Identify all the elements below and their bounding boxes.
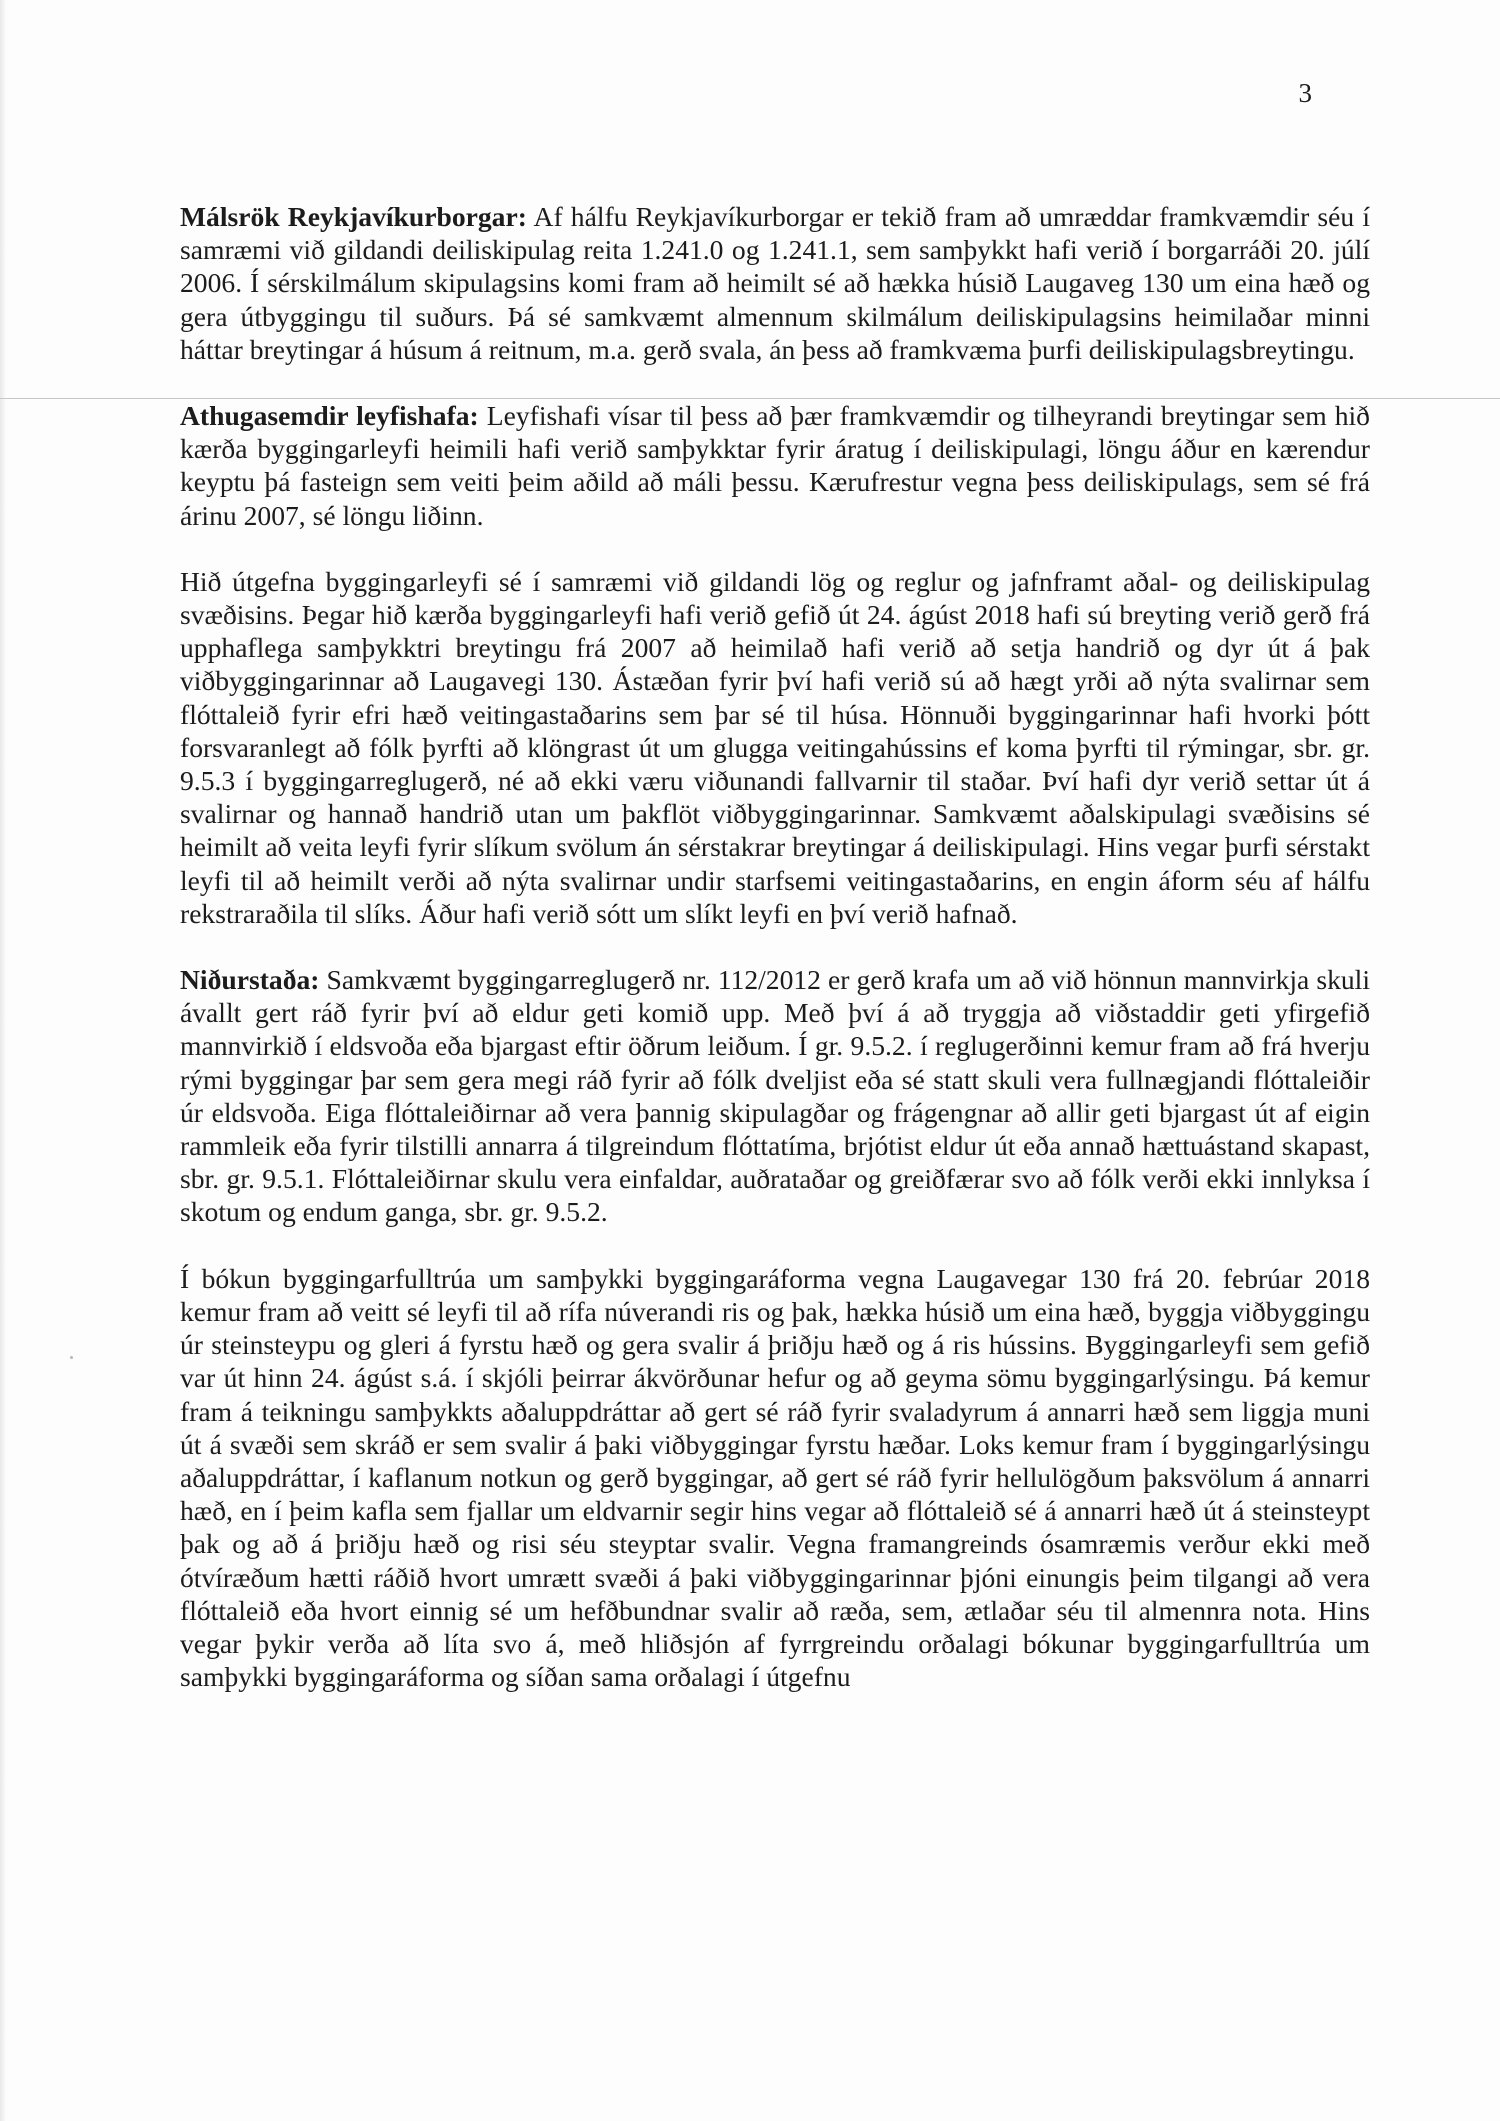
document-body <box>180 200 1370 1693</box>
paragraph-byggingarleyfi <box>180 565 1370 930</box>
paragraph-text: Samkvæmt byggingarreglugerð nr. 112/2012 er gerð krafa um að við hönnun mannvirkja skuli ávallt gert ráð fyrir því að eldur geti komið upp. Með því á að tryggja að viðstaddir geti yfirgefið mannvirkið í eldsvoða eða bjargast eftir öðrum leiðum. Í gr. 9.5.2. í reglugerðinni kemur fram að frá hverju rými byggingar þar sem gera megi ráð fyrir að fólk dveljist eða sé statt skuli vera fullnægjandi flóttaleiðir úr eldsvoða. Eiga flóttaleiðirnar að vera þannig skipulagðar og frágengnar að allir geti bjargast út af eigin rammleik eða fyrir tilstilli annarra á tilgreindum flóttatíma, brjótist eldur út eða annað hættuástand skapast, sbr. gr. 9.5.1. Flóttaleiðirnar skulu vera einfaldar, auðrataðar og greiðfærar svo að fólk verði ekki innlyksa í skotum og endum ganga, sbr. gr. 9.5.2. <box>180 964 1370 1228</box>
scan-artifact-dot <box>70 1356 73 1359</box>
paragraph-text: Leyfishafi vísar til þess að þær framkvæmdir og tilheyrandi breytingar sem hið kærða byggingarleyfi heimili hafi verið samþykktar fyrir áratug í deiliskipulagi, löngu áður en kærendur keyptu þá fasteign sem veiti þeim aðild að máli þessu. Kærufrestur vegna þess deiliskipulags, sem sé frá árinu 2007, sé löngu liðinn. <box>180 400 1370 531</box>
paragraph-text: Af hálfu Reykjavíkurborgar er tekið fram að umræddar framkvæmdir séu í samræmi við gildandi deiliskipulag reita 1.241.0 og 1.241.1, sem samþykkt hafi verið í borgarráði 20. júlí 2006. Í sérskilmálum skipulagsins komi fram að heimilt sé að hækka húsið Laugaveg 130 um eina hæð og gera útbyggingu til suðurs. Þá sé samkvæmt almennum skilmálum deiliskipulagsins heimilaðar minni háttar breytingar á húsum á reitnum, m.a. gerð svala, án þess að framkvæma þurfi deiliskipulagsbreytingu. <box>180 201 1371 365</box>
page-number: 3 <box>1298 78 1312 108</box>
paragraph-bokun <box>180 1262 1370 1694</box>
paragraph-malsrok <box>180 200 1370 366</box>
paragraph-text: Hið útgefna byggingarleyfi sé í samræmi við gildandi lög og reglur og jafnframt aðal- og deiliskipulag svæðisins. Þegar hið kærða byggingarleyfi hafi verið gefið út 24. ágúst 2018 hafi sú breyting verið gerð frá upphaflega samþykktri breytingu frá 2007 að heimilað hafi verið að setja handrið og dyr út á þak viðbyggingarinnar að Laugavegi 130. Ástæðan fyrir því hafi verið sú að hægt yrði að nýta svalirnar sem flóttaleið fyrir efri hæð veitingastaðarins sem þar sé til húsa. Hönnuði byggingarinnar hafi hvorki þótt forsvaranlegt að fólk þyrfti að klöngrast út um glugga veitingahússins ef koma þyrfti til rýmingar, sbr. gr. 9.5.3 í byggingarreglugerð, né að ekki væru viðunandi fallvarnir til staðar. Því hafi dyr verið settar út á svalirnar og hannað handrið utan um þakflöt viðbyggingarinnar. Samkvæmt aðalskipulagi svæðisins sé heimilt að veita leyfi fyrir slíkum svölum án sérstakrar breytingar á deiliskipulagi. Hins vegar þurfi sérstakt leyfi til að heimilt verði að nýta svalirnar undir starfsemi veitingastaðarins, en engin áform séu af hálfu rekstraraðila til slíks. Áður hafi verið sótt um slíkt leyfi en því verið hafnað. <box>180 565 1370 929</box>
scan-edge-shadow <box>0 0 6 2121</box>
paragraph-heading: Niðurstaða: <box>180 964 320 996</box>
paragraph-nidurstada <box>180 963 1370 1229</box>
paragraph-athugasemdir <box>180 399 1370 532</box>
paragraph-heading: Athugasemdir leyfishafa: <box>180 400 479 432</box>
paragraph-text: Í bókun byggingarfulltrúa um samþykki byggingaráforma vegna Laugavegar 130 frá 20. febrúar 2018 kemur fram að veitt sé leyfi til að rífa núverandi ris og þak, hækka húsið um eina hæð, byggja viðbyggingu úr steinsteypu og gleri á fyrstu hæð og gera svalir á þriðju hæð og á ris hússins. Byggingarleyfi sem gefið var út hinn 24. ágúst s.á. í skjóli þeirrar ákvörðunar hefur og að geyma sömu byggingarlýsingu. Þá kemur fram á teikningu samþykkts aðaluppdráttar að gert sé ráð fyrir svaladyrum á annarri hæð sem liggja muni út á svæði sem skráð er sem svalir á þaki viðbyggingar fyrstu hæðar. Loks kemur fram í byggingarlýsingu aðaluppdráttar, í kaflanum notkun og gerð byggingar, að gert sé ráð fyrir hellulögðum þaksvölum á annarri hæð, en í þeim kafla sem fjallar um eldvarnir segir hins vegar að flóttaleið sé á annarri hæð út á steinsteypt þak og að á þriðju hæð og risi séu steyptar svalir. Vegna framangreinds ósamræmis verður ekki með ótvíræðum hætti ráðið hvort umrætt svæði á þaki viðbyggingarinnar þjóni einungis þeim tilgangi að vera flóttaleið eða hvort einnig sé um hefðbundnar svalir að ræða, sem, ætlaðar séu til almennra nota. Hins vegar þykir verða að líta svo á, með hliðsjón af fyrrgreindu orðalagi bókunar byggingarfulltrúa um samþykki byggingaráforma og síðan sama orðalagi í útgefnu <box>180 1262 1370 1693</box>
paragraph-heading: Málsrök Reykjavíkurborgar: <box>180 201 527 232</box>
